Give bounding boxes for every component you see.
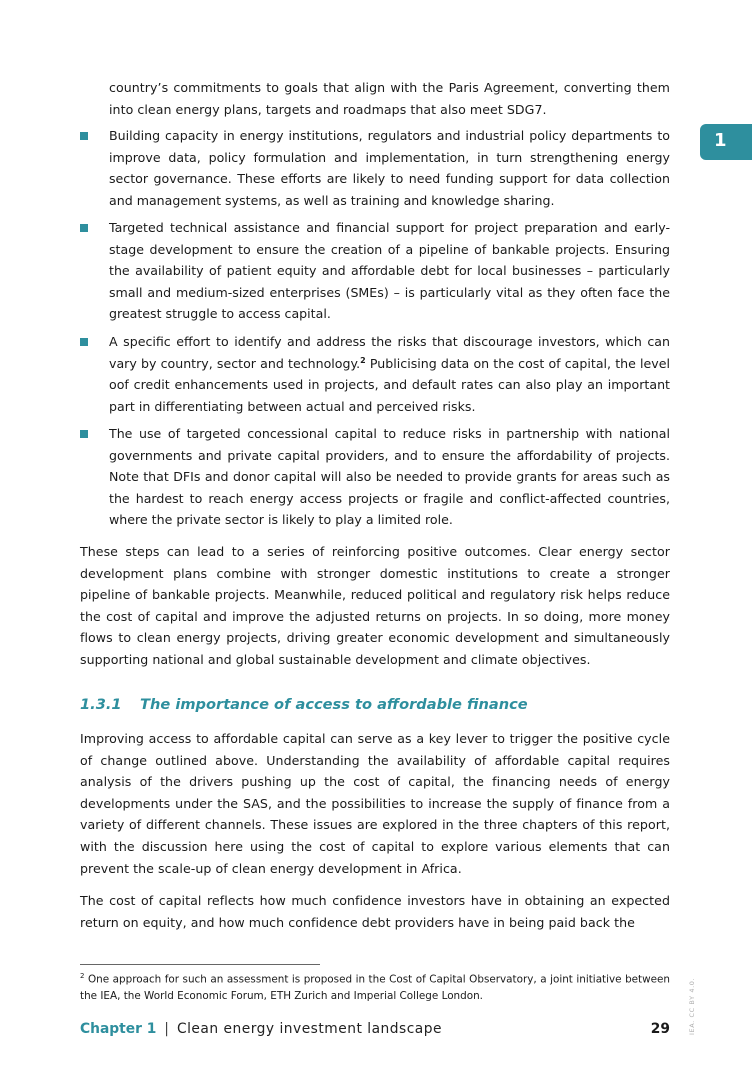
footer-chapter-title: Clean energy investment landscape bbox=[176, 1021, 443, 1037]
bullet-text: Building capacity in energy institutions, regulators and industrial policy departments to improve data, policy formulation and implementation, in turn strengthening energy sector governance. These efforts are likely to need funding support for data collection and management systems, as well as training and knowledge sharing. bbox=[109, 128, 670, 208]
paragraph-steps: These steps can lead to a series of reinforcing positive outcomes. Clear energy sector development plans combine with stronger domestic institutions to create a stronger pipeline of bankable projects. Meanwhile, reduced political and regulatory risk helps reduce the cost of capital and improve the adjusted returns on projects. In so doing, more money flows to clean energy projects, driving greater economic development and simultaneously supporting national and global sustainable development and climate objectives. bbox=[80, 544, 670, 667]
square-bullet-icon bbox=[80, 224, 88, 232]
license-text: IEA. CC BY 4.0. bbox=[688, 977, 696, 1035]
bullet-item bbox=[80, 217, 670, 325]
bullet-text: The use of targeted concessional capital to reduce risks in partnership with national governments and private capital providers, and to ensure the affordability of projects. Note that DFIs and donor capital will also be needed to provide grants for areas such as the hardest to reach energy access projects or fragile and conflict-affected countries, where the private sector is likely to play a limited role. bbox=[109, 426, 670, 528]
page-number: 29 bbox=[650, 1021, 670, 1037]
square-bullet-icon bbox=[80, 430, 88, 438]
bullet-item bbox=[80, 423, 670, 531]
paragraph-cost: The cost of capital reflects how much confidence investors have in obtaining an expected return on equity, and how much confidence debt providers have in being paid back the bbox=[80, 893, 670, 930]
footnote bbox=[80, 968, 670, 1004]
bullet-item bbox=[80, 125, 670, 211]
section-heading bbox=[80, 694, 670, 716]
section-number: 1.3.1 bbox=[80, 696, 122, 713]
bullet-text bbox=[109, 331, 670, 417]
square-bullet-icon bbox=[80, 132, 88, 140]
footer-separator: | bbox=[164, 1021, 169, 1037]
footnote-text: One approach for such an assessment is proposed in the Cost of Capital Observatory, a joint initiative between the IEA, the World Economic Forum, ETH Zurich and Imperial College London. bbox=[80, 973, 670, 1002]
chapter-tab bbox=[700, 124, 752, 160]
page-footer bbox=[80, 1021, 670, 1041]
square-bullet-icon bbox=[80, 338, 88, 346]
footer-chapter-label: Chapter 1 bbox=[80, 1021, 157, 1037]
bullet-continuation: country’s commitments to goals that align with the Paris Agreement, converting them into clean energy plans, targets and roadmaps that also meet SDG7. bbox=[109, 80, 670, 117]
footnote-divider bbox=[80, 964, 320, 965]
footnote-marker: 2 bbox=[80, 972, 85, 980]
bullet-text-part2: Publicising data on the cost of capital, the level oof credit enhancements used in projects, and default rates can also play an important part in differentiating between actual and perceived risks. bbox=[109, 355, 671, 414]
chapter-tab-number: 1 bbox=[714, 130, 727, 151]
footnote-reference[interactable]: 2 bbox=[360, 355, 366, 365]
bullet-text: Targeted technical assistance and financial support for project preparation and early-stage development to ensure the creation of a pipeline of bankable projects. Ensuring the availability of patient equity and affordable debt for local businesses – particularly small and medium-sized enterprises (SMEs) – is particularly vital as they often face the greatest struggle to access capital. bbox=[109, 220, 670, 322]
bullet-text-part1: A specific effort to identify and address the risks that discourage investors, which can vary by country, sector and technology. bbox=[109, 334, 670, 371]
section-title: The importance of access to affordable finance bbox=[140, 696, 528, 713]
paragraph-improving: Improving access to affordable capital can serve as a key lever to trigger the positive cycle of change outlined above. Understanding the availability of affordable capital requires analysis of the drivers pushing up the cost of capital, the financing needs of energy developments under the SAS, and the possibilities to increase the supply of finance from a variety of different channels. These issues are explored in the three chapters of this report, with the discussion here using the cost of capital to explore various elements that can prevent the scale-up of clean energy development in Africa. bbox=[80, 731, 670, 876]
bullet-item bbox=[80, 331, 670, 417]
